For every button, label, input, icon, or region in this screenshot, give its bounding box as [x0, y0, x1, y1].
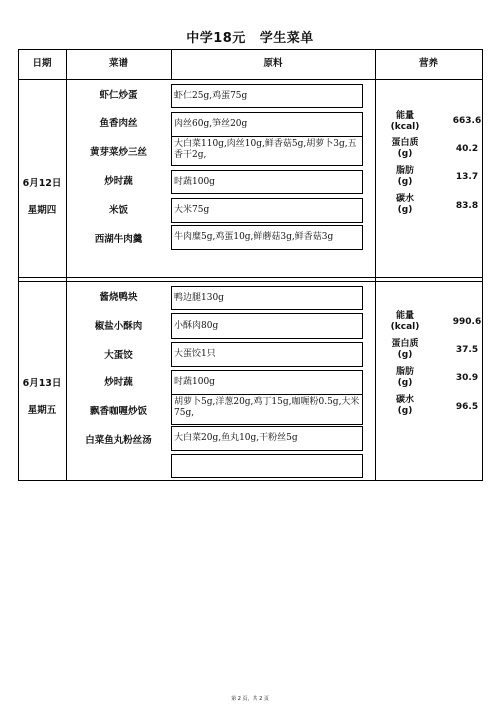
day-divider-bottom — [18, 281, 483, 282]
day1-dish-6: 西湖牛肉羹 — [94, 234, 143, 245]
day1-fat-label: 脂肪 (g) — [395, 166, 414, 187]
day2-dish-1: 酱烧鸭块 — [99, 292, 138, 303]
day1-ingredients-4: 时蔬100g — [171, 170, 363, 194]
page-footer: 第 2 页，共 2 页 — [231, 696, 269, 702]
day1-dish-1: 虾仁炒蛋 — [99, 90, 138, 101]
day1-ingredients-6: 牛肉糜5g,鸡蛋10g,鲜蘑菇3g,鲜香菇3g — [171, 225, 363, 250]
day2-ingredients-6: 大白菜20g,鱼丸10g,干粉丝5g — [171, 426, 363, 451]
day1-fat-value: 13.7 — [455, 172, 479, 182]
day1-protein-label: 蛋白质 (g) — [391, 138, 419, 159]
day1-ingredients-1: 虾仁25g,鸡蛋75g — [171, 84, 363, 108]
day2-ingredients-empty — [171, 454, 363, 478]
day1-energy-value: 663.6 — [452, 116, 482, 126]
header-date: 日期 — [32, 58, 52, 69]
day-divider-top — [18, 277, 483, 278]
page-title — [0, 27, 500, 46]
table-top-border — [18, 49, 483, 50]
menu-title: 学生菜单 — [259, 31, 314, 46]
day2-fat-label: 脂肪 (g) — [395, 367, 414, 388]
table-right-border — [482, 49, 483, 481]
day2-carbs-value: 96.5 — [455, 402, 479, 412]
day2-fat-value: 30.9 — [455, 373, 479, 383]
day1-dish-4: 炒时蔬 — [104, 176, 133, 187]
day1-dish-5: 米饭 — [108, 205, 128, 216]
day2-ingredients-3: 大蛋饺1只 — [171, 342, 363, 367]
day2-energy-label: 能量 (kcal) — [390, 311, 420, 332]
day2-dish-2: 椒盐小酥肉 — [94, 321, 143, 332]
day2-carbs-label: 碳水 (g) — [395, 395, 414, 416]
day2-dish-3: 大蛋饺 — [104, 350, 133, 361]
day2-ingredients-2: 小酥肉80g — [171, 313, 363, 339]
day2-weekday: 星期五 — [27, 405, 57, 416]
day2-protein-value: 37.5 — [455, 345, 479, 355]
day1-ingredients-5: 大米75g — [171, 198, 363, 223]
header-ingredients: 原料 — [263, 58, 283, 69]
header-dish: 菜谱 — [108, 58, 128, 69]
day1-ingredients-3: 大白菜110g,肉丝10g,鲜香菇5g,胡萝卜3g,五香干2g, — [171, 136, 363, 166]
table-bottom-border — [18, 480, 483, 481]
table-left-border — [18, 49, 19, 481]
day2-date: 6月13日 — [22, 378, 62, 389]
header-bottom-border — [18, 79, 483, 80]
day2-ingredients-4: 时蔬100g — [171, 370, 363, 395]
day1-dish-3: 黄芽菜炒三丝 — [89, 147, 147, 158]
header-nutrition: 营养 — [418, 58, 438, 69]
day2-dish-4: 炒时蔬 — [104, 377, 133, 388]
day2-dish-6: 白菜鱼丸粉丝汤 — [85, 435, 152, 446]
day2-dish-5: 飘香咖喱炒饭 — [89, 406, 147, 417]
ingredients-column-border — [375, 49, 376, 481]
day1-date: 6月12日 — [22, 178, 62, 189]
day2-ingredients-5: 胡萝卜5g,洋葱20g,鸡丁15g,咖喱粉0.5g,大米75g, — [171, 394, 363, 425]
menu-table — [18, 49, 483, 481]
day1-carbs-value: 83.8 — [455, 201, 479, 211]
day2-energy-value: 990.6 — [452, 317, 482, 327]
day1-protein-value: 40.2 — [455, 144, 479, 154]
day2-protein-label: 蛋白质 (g) — [391, 339, 419, 360]
day1-energy-label: 能量 (kcal) — [390, 111, 420, 132]
day1-weekday: 星期四 — [27, 205, 57, 216]
day1-dish-2: 鱼香肉丝 — [99, 118, 138, 129]
day1-carbs-label: 碳水 (g) — [395, 194, 414, 215]
school-label: 中学18元 — [186, 31, 246, 46]
day1-ingredients-2: 肉丝60g,笋丝20g — [171, 112, 363, 137]
day2-ingredients-1: 鸭边腿130g — [171, 286, 363, 310]
